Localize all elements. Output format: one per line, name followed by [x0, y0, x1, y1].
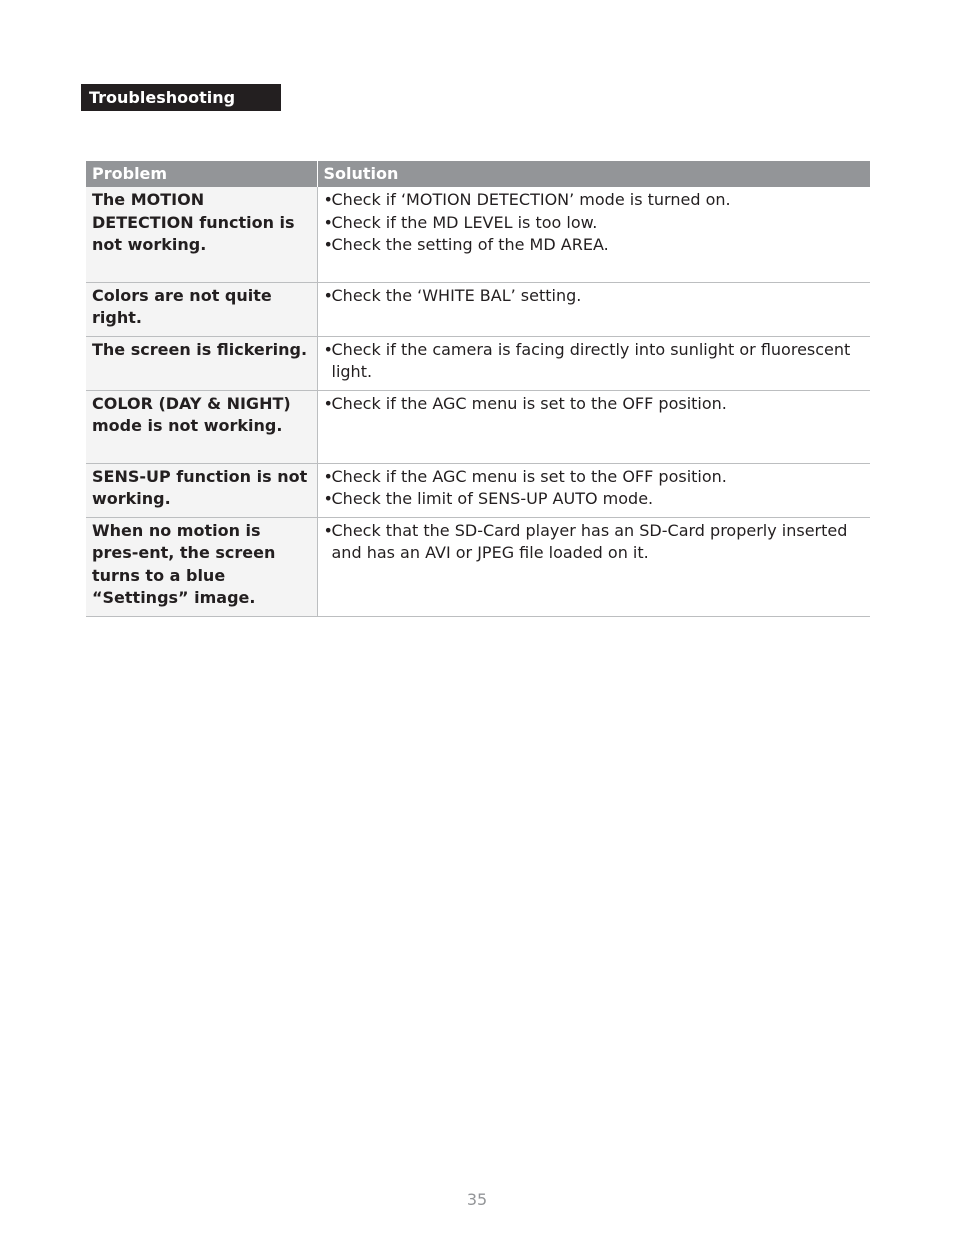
solution-list [324, 520, 865, 565]
solution-text: Check the setting of the MD AREA. [331, 235, 609, 254]
solution-item [324, 466, 865, 489]
problem-cell: The MOTION DETECTION function is not working. [86, 187, 317, 282]
solution-text: Check if the AGC menu is set to the OFF position. [331, 466, 727, 486]
header-problem: Problem [86, 161, 317, 187]
bullet-icon: • [323, 190, 333, 209]
solution-list [324, 466, 865, 511]
solution-cell [317, 336, 870, 390]
table-row [86, 187, 870, 282]
table-row [86, 282, 870, 336]
bullet-icon: • [323, 466, 333, 486]
table-row [86, 336, 870, 390]
solution-list [324, 285, 865, 308]
section-title: Troubleshooting [81, 84, 281, 111]
bullet-icon: • [323, 489, 333, 508]
problem-cell: When no motion is pres-ent, the screen turns to a blue “Settings” image. [86, 517, 317, 616]
problem-cell: SENS-UP function is not working. [86, 463, 317, 517]
solution-cell [317, 463, 870, 517]
solution-cell [317, 390, 870, 463]
solution-item [324, 234, 865, 257]
solution-text: Check that the SD-Card player has an SD-Card properly inserted and has an AVI or JPEG file loaded on it. [331, 520, 848, 562]
solution-cell [317, 517, 870, 616]
solution-item [324, 488, 865, 511]
solution-item [324, 285, 865, 308]
solution-item [324, 189, 865, 212]
bullet-icon: • [323, 235, 333, 254]
table-row [86, 390, 870, 463]
solution-item [324, 393, 865, 416]
troubleshooting-table [86, 161, 870, 617]
solution-text: Check the ‘WHITE BAL’ setting. [331, 285, 582, 305]
solution-text: Check if ‘MOTION DETECTION’ mode is turned on. [331, 190, 731, 209]
solution-list [324, 393, 865, 416]
problem-cell: Colors are not quite right. [86, 282, 317, 336]
bullet-icon: • [323, 212, 333, 232]
solution-text: Check the limit of SENS-UP AUTO mode. [331, 489, 654, 508]
bullet-icon: • [323, 339, 333, 359]
table-row [86, 517, 870, 616]
bullet-icon: • [323, 520, 333, 540]
table-row [86, 463, 870, 517]
bullet-icon: • [323, 393, 333, 413]
solution-list [324, 339, 865, 384]
problem-cell: The screen is flickering. [86, 336, 317, 390]
header-solution: Solution [317, 161, 870, 187]
solution-item [324, 339, 865, 384]
solution-item [324, 520, 865, 565]
page-number: 35 [466, 1190, 488, 1209]
table-header-row [86, 161, 870, 187]
solution-cell [317, 187, 870, 282]
bullet-icon: • [323, 285, 333, 305]
problem-cell: COLOR (DAY & NIGHT) mode is not working. [86, 390, 317, 463]
solution-cell [317, 282, 870, 336]
solution-item [324, 212, 865, 235]
solution-text: Check if the MD LEVEL is too low. [331, 212, 598, 232]
solution-list [324, 189, 865, 257]
solution-text: Check if the AGC menu is set to the OFF position. [331, 393, 727, 413]
solution-text: Check if the camera is facing directly into sunlight or fluorescent light. [331, 339, 851, 381]
